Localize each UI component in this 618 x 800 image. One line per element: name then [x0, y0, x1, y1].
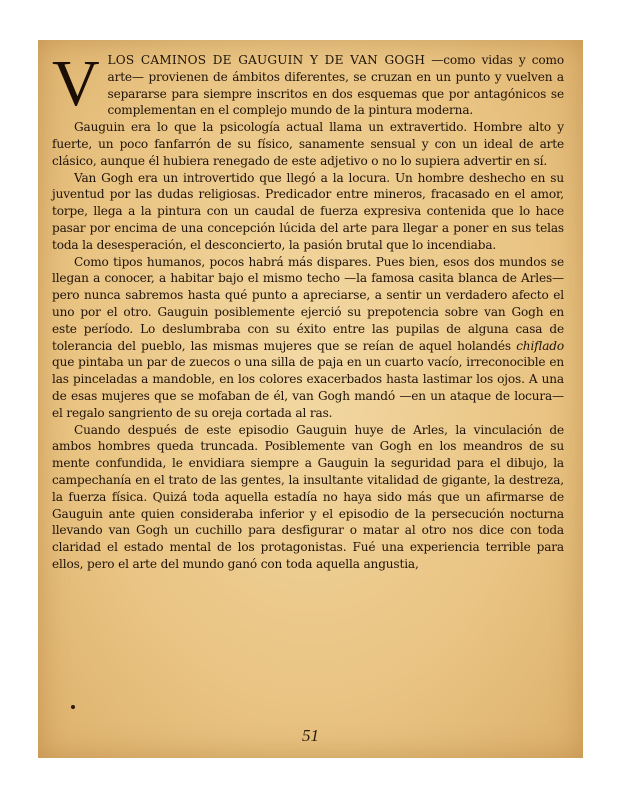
paragraph-1 — [52, 47, 564, 120]
page-number: 51 — [302, 726, 319, 745]
ink-mark — [71, 705, 75, 709]
book-page — [38, 40, 583, 758]
italic-word: chiflado — [516, 338, 564, 353]
drop-cap: V — [52, 47, 100, 120]
paragraph-4 — [52, 254, 564, 422]
body-text — [52, 47, 564, 573]
paragraph-1-text: —como vidas y como arte— provienen de ámbitos diferentes, se cruzan en un punto y vuelven a separarse para siempre inscritos en dos esquemas que por antagónicos se complementan en el complejo mundo de la pintura moderna. — [107, 53, 564, 118]
lead-caps: LOS CAMINOS DE GAUGUIN Y DE VAN GOGH — [107, 53, 426, 67]
paragraph-4-text-b: que pintaba un par de zuecos o una silla de paja en un cuarto vacío, irreconocible en las pinceladas a mandoble, en los colores exacerbados hasta lastimar los ojos. A una de esas mujeres que se mofaban de él, van Gogh mandó —en un ataque de locura— el regalo sangriento de su oreja cortada al ras. — [52, 355, 564, 420]
paragraph-5: Cuando después de este episodio Gauguin huye de Arles, la vinculación de ambos hombres queda truncada. Posiblemente van Gogh en los meandros de su mente confundida, le envidiara siempre a Gauguin la seguridad para el dibujo, la campechanía en el trato de las gentes, la insultante vitalidad de gigante, la destreza, la fuerza física. Quizá toda aquella estadía no haya sido más que un afirmarse de Gauguin ante quien consideraba inferior y el episodio de la persecución nocturna llevando van Gogh un cuchillo para desfigurar o matar al otro nos dice con toda claridad el estado mental de los protagonistas. Fué una experiencia terrible para ellos, pero el arte del mundo ganó con toda aquella angustia, — [52, 422, 564, 571]
paragraph-2: Gauguin era lo que la psicología actual llama un extravertido. Hombre alto y fuerte, un poco fanfarrón de su físico, sanamente sensual y con un ideal de arte clásico, aunque él hubiera renegado de este adjetivo o no lo supiera advertir en sí. — [52, 120, 564, 168]
paragraph-3: Van Gogh era un introvertido que llegó a la locura. Un hombre deshecho en su juventud por las dudas religiosas. Predicador entre mineros, fracasado en el amor, torpe, llega a la pintura con un caudal de fuerza expresiva contenida que lo hace pasar por encima de una concepción lúcida del arte para llegar a poner en sus telas toda la desesperación, el desconcierto, la pasión brutal que lo incendiaba. — [52, 170, 564, 252]
paragraph-4-text-a: Como tipos humanos, pocos habrá más dispares. Pues bien, esos dos mundos se llegan a conocer, a habitar bajo el mismo techo —la famosa casita blanca de Arles— pero nunca sabremos hasta qué punto a apreciarse, a sentir un verdadero afecto el uno por el otro. Gauguin posiblemente ejerció su prepotencia sobre van Gogh en este período. Lo deslumbraba con su éxito entre las pupilas de alguna casa de tolerancia del pueblo, las mismas mujeres que se reían de aquel holandés — [52, 254, 564, 353]
